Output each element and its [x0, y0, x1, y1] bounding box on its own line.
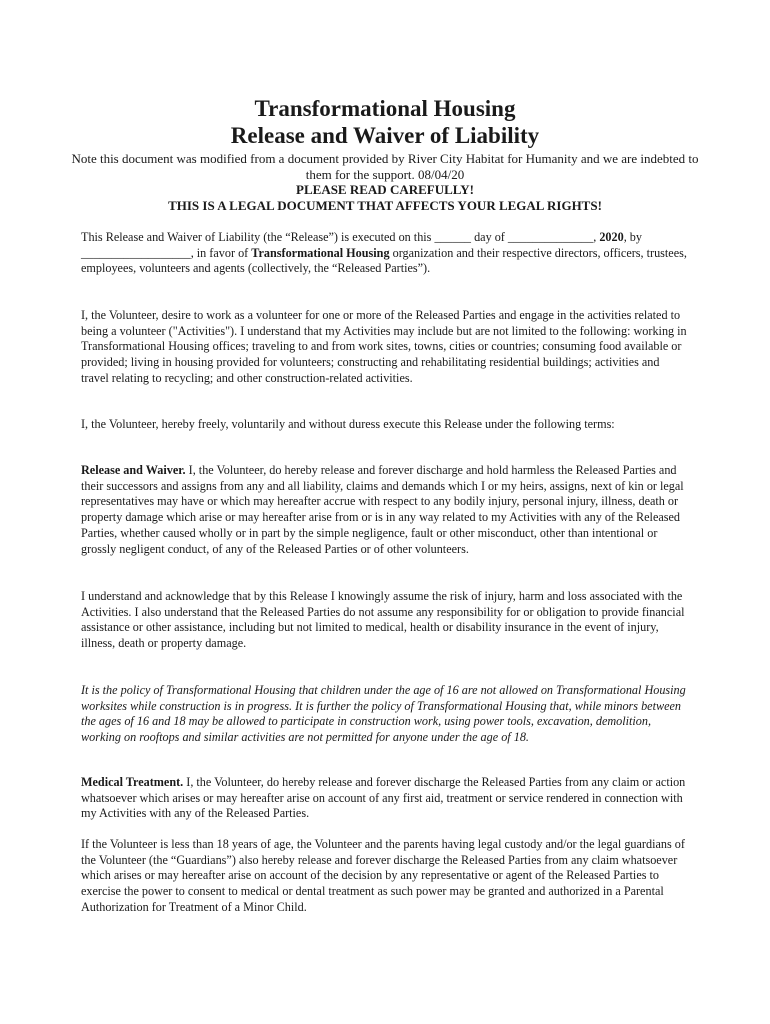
minor-volunteer-paragraph: If the Volunteer is less than 18 years of age, the Volunteer and the parents having legal custody and/or the legal guardians of the Volunteer (the “Guardians”) also hereby release and forever discharge the Released Parties from any claim whatsoever which arises or may hereafter arise on account of the decision by any representative or agent of the Released Parties to exercise the power to consent to medical or dental treatment as such power may be granted and authorized in a Parental Authorization for Treatment of a Minor Child. — [81, 837, 685, 914]
p1-text-a: This Release and Waiver of Liability (the “Release”) is executed on this ______ day of ______________, — [81, 230, 600, 244]
medical-treatment-paragraph — [81, 775, 687, 822]
release-and-waiver-body: I, the Volunteer, do hereby release and forever discharge and hold harmless the Released Parties and their successors and assigns from any and all liability, claims and demands which I or my heirs, assigns, next of kin or legal representatives may have or which may hereafter accrue with respect to any bodily injury, personal injury, illness, death or property damage which arise or may hereafter arise from or is in any way related to my Activities with any of the Released Parties, whether caused wholly or in part by the simple negligence, fault or other misconduct, other than intentional or grossly negligent conduct, of any of the Released Parties or of other volunteers. — [81, 463, 684, 556]
modification-note: Note this document was modified from a document provided by River City Habitat for Humanity and we are indebted to them for the support. 08/04/20 — [71, 151, 699, 182]
please-read-notice: PLEASE READ CAREFULLY! — [296, 182, 474, 197]
volunteer-activities-paragraph: I, the Volunteer, desire to work as a volunteer for one or more of the Released Parties and engage in the activities related to being a volunteer ("Activities"). I understand that my Activities may include but are not limited to the following: working in Transformational Housing offices; traveling to and from work sites, towns, cities or countries; consuming food available or provided; living in housing provided for volunteers; constructing and rehabilitating residential buildings; activities and travel relating to recycling; and other construction-related activities. — [81, 308, 687, 385]
p1-text-c: , by __________________, in favor of — [81, 230, 642, 260]
minors-policy-paragraph: It is the policy of Transformational Housing that children under the age of 16 are not allowed on Transformational Housing worksites while construction is in progress. It is further the policy of Transformational Housing that, while minors between the ages of 16 and 18 may be allowed to participate in construction work, using power tools, excavation, demolition, working on rooftops and similar activities are not permitted for anyone under the age of 18. — [81, 683, 686, 745]
risk-acknowledgement-paragraph: I understand and acknowledge that by this Release I knowingly assume the risk of injury, harm and loss associated with the Activities. I also understand that the Released Parties do not assume any responsibility for or obligation to provide financial assistance or other assistance, including but not limited to medical, health or disability insurance in the event of injury, illness, death or property damage. — [81, 589, 685, 651]
release-and-waiver-heading: Release and Waiver. — [81, 463, 186, 477]
p1-text-e: organization and their respective directors, officers, trustees, employees, volunteers and agents (collectively, the “Released Parties”). — [81, 245, 687, 276]
p1-organization-name: Transformational Housing — [251, 245, 390, 260]
document-title-line2: Release and Waiver of Liability — [230, 123, 540, 148]
medical-treatment-heading: Medical Treatment. — [81, 775, 184, 789]
document-title-line1: Transformational Housing — [254, 96, 516, 121]
release-and-waiver-paragraph — [81, 463, 687, 557]
terms-intro-paragraph: I, the Volunteer, hereby freely, voluntarily and without duress execute this Release under the following terms: — [81, 417, 615, 431]
medical-treatment-body: I, the Volunteer, do hereby release and forever discharge the Released Parties from any claim or action whatsoever which arises or may hereafter arise on account of any first aid, treatment or service rendered in connection with my Activities with any of the Released Parties. — [81, 775, 686, 821]
p1-year: 2020 — [599, 230, 624, 244]
release-execution-paragraph — [81, 230, 687, 277]
legal-warning: THIS IS A LEGAL DOCUMENT THAT AFFECTS YOUR LEGAL RIGHTS! — [168, 198, 602, 213]
